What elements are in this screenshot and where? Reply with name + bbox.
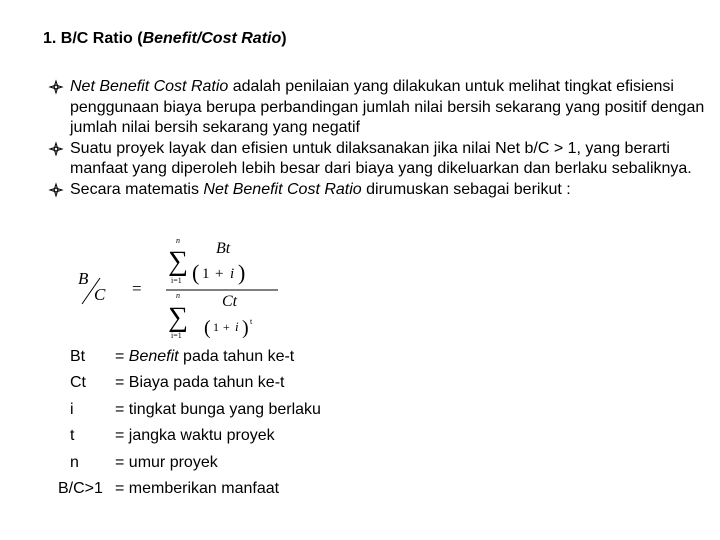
bullet-2-text: Suatu proyek layak dan efisien untuk dilaksanakan jika nilai Net b/C > 1, yang berarti manfaat yang diperoleh lebih besar dari biaya yang dikeluarkan dan berlaku sebaliknya. [70, 139, 692, 177]
denominator-exponent-icon: t [250, 317, 253, 326]
definition-equals: = [115, 453, 129, 471]
definition-symbol: n [70, 453, 79, 471]
numerator-paren-plus: + [215, 266, 224, 282]
definition-description [115, 423, 275, 449]
title-italic: Benefit/Cost Ratio [142, 30, 282, 47]
definition-equals: = [115, 427, 129, 445]
numerator-paren-i: i [230, 266, 235, 282]
definition-text: jangka waktu proyek [128, 427, 275, 445]
numerator-sigma-icon: ∑ [168, 246, 188, 277]
definition-symbol: i [70, 400, 74, 418]
numerator-close-paren-icon: ) [238, 260, 246, 285]
definition-description [115, 476, 279, 502]
bc-ratio-formula [72, 236, 292, 346]
formula-denominator: Ct [222, 293, 238, 310]
title-suffix: ) [281, 30, 287, 47]
denominator-paren-one: 1 [213, 320, 219, 334]
definition-description [115, 450, 218, 476]
definition-description [115, 397, 321, 423]
numerator-sum-upper: n [176, 236, 180, 245]
denominator-paren-i: i [235, 319, 239, 334]
denominator-paren-plus: + [223, 320, 230, 334]
definition-symbol: t [70, 427, 75, 445]
title-prefix: 1. B/C Ratio ( [43, 30, 143, 47]
definition-text: Biaya pada tahun ke-t [128, 374, 285, 392]
definition-equals: = [115, 400, 129, 418]
bullet-item [48, 77, 708, 139]
section-title [43, 30, 287, 48]
diamond-star-bullet-icon [48, 77, 64, 97]
formula-lhs-numerator: B [78, 269, 89, 288]
bullet-3-lead: Secara matematis [70, 180, 204, 198]
definition-text: pada tahun ke-t [178, 348, 295, 365]
diamond-star-bullet-icon [48, 139, 64, 159]
diamond-star-bullet-icon [48, 180, 64, 200]
bullet-item [48, 180, 708, 201]
bullet-3-italic: Net Benefit Cost Ratio [203, 180, 362, 198]
denominator-open-paren-icon: ( [204, 317, 211, 339]
definition-text: tingkat bunga yang berlaku [128, 400, 321, 418]
formula-lhs-denominator: C [94, 285, 106, 304]
formula-equals: = [132, 279, 142, 298]
bullet-item [48, 139, 708, 180]
denominator-close-paren-icon: ) [242, 317, 249, 339]
definition-symbol: B/C>1 [58, 479, 103, 497]
definition-equals: = [115, 374, 129, 392]
definition-equals: = [115, 348, 129, 365]
bullet-1-text: adalah penilaian yang dilakukan untuk melihat tingkat efisiensi penggunaan biaya berupa perbandingan jumlah nilai bersih sekarang yang positif dengan jumlah nilai bersih sekarang yang negatif [70, 78, 705, 136]
formula-numerator: Bt [216, 240, 231, 257]
definition-text: umur proyek [128, 453, 218, 471]
numerator-open-paren-icon: ( [192, 260, 200, 285]
denominator-sigma-icon: ∑ [168, 302, 188, 333]
definition-description [115, 344, 294, 370]
definition-text: memberikan manfaat [128, 479, 280, 497]
definition-symbol: Ct [70, 374, 86, 392]
denominator-sum-lower: i=1 [171, 331, 182, 340]
numerator-paren-one: 1 [202, 266, 210, 282]
bullet-list [48, 77, 708, 200]
definition-italic: Benefit [128, 348, 179, 365]
numerator-sum-lower: i=1 [171, 276, 182, 285]
bullet-1-italic: Net Benefit Cost Ratio [70, 78, 229, 95]
bullet-3-text: dirumuskan sebagai berikut : [361, 180, 571, 198]
denominator-sum-upper: n [176, 291, 180, 300]
definition-symbol: Bt [70, 348, 86, 365]
definition-equals: = [115, 479, 129, 497]
definition-description [115, 370, 284, 396]
